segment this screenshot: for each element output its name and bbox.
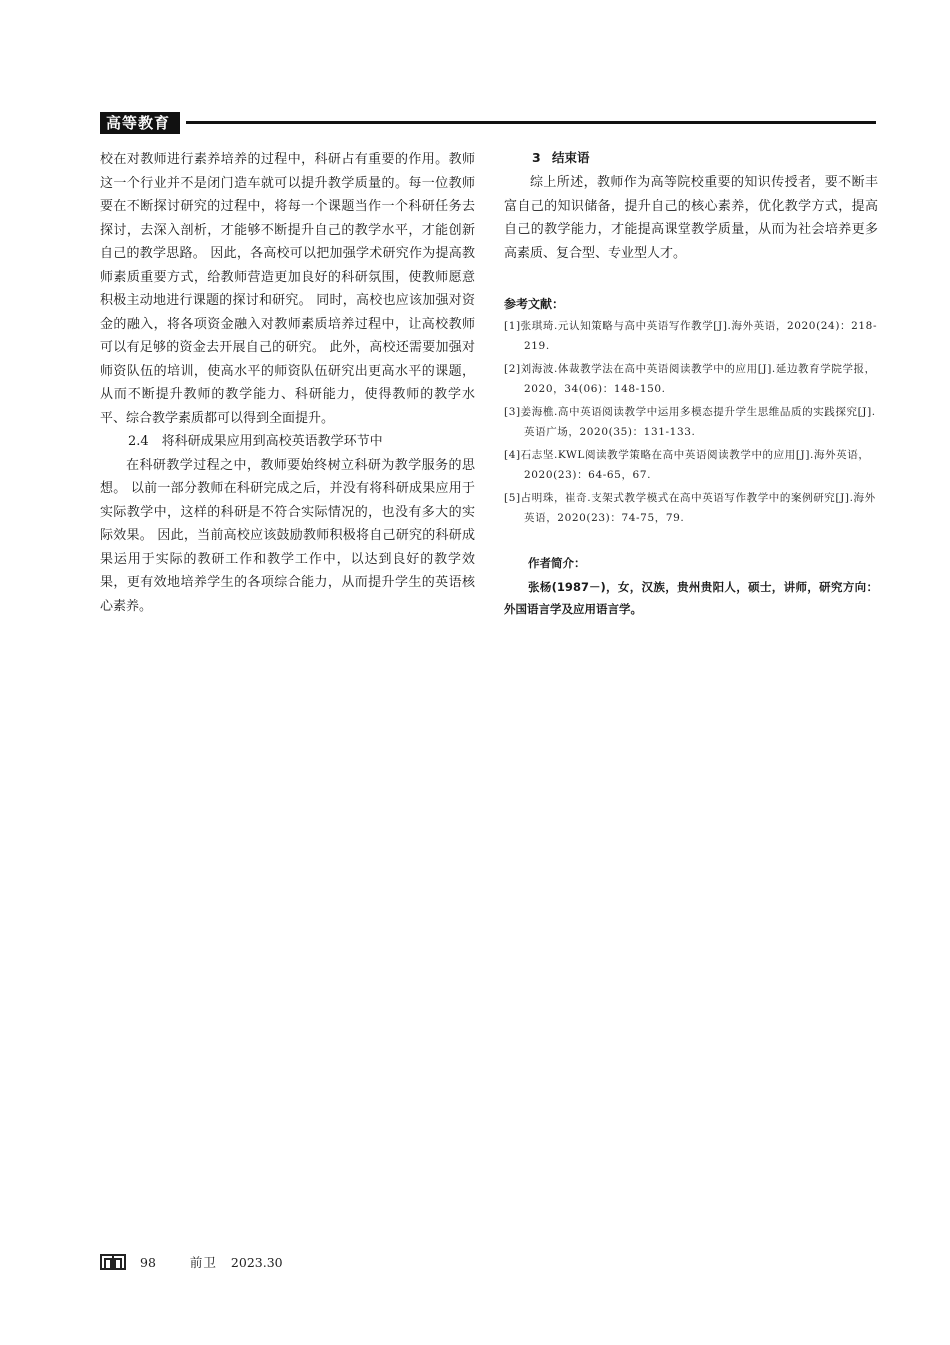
body-paragraph-1: 校在对教师进行素养培养的过程中，科研占有重要的作用。教师这一个行业并不是闭门造车就可以提升教学质量的。每一位教师要在不断探讨研究的过程中，将每一个课题当作一个科研任务去探讨，去深入剖析，才能够不断提升自己的教学水平，才能创新自己的教学思路。 因此，各高校可以把加强学术研究作为提高教师素质重要方式，给教师营造更加良好的科研氛围，使教师愿意积极主动地进行课题的探讨和研究。 同时，高校也应该加强对资金的融入，将各项资金融入对教师素质培养过程中，让高校教师可以有足够的资金去开展自己的研究。 此外，高校还需要加强对师资队伍的培训，使高水平的师资队伍研究出更高水平的课题，从而不断提升教师的教学能力、科研能力，使得教师的教学水平、综合教学素质都可以得到全面提升。 — [100, 152, 475, 426]
section-label: 高等教育 — [100, 112, 180, 134]
page-footer — [100, 1252, 283, 1272]
section-header — [100, 112, 876, 134]
section-title: 结束语 — [552, 150, 590, 165]
section-number: 3 — [532, 150, 541, 165]
author-bio: 张杨(1987－)，女，汉族，贵州贵阳人，硕士，讲师，研究方向：外国语言学及应用语言学。 — [504, 580, 878, 616]
reference-item: [5]占明珠，崔奇.支架式教学模式在高中英语写作教学中的案例研究[J].海外英语，2020(23)：74-75，79. — [504, 492, 876, 524]
author-intro-title: 作者简介： — [528, 556, 586, 570]
reference-item: [1]张琪琦.元认知策略与高中英语写作教学[J].海外英语，2020(24)：218-219. — [504, 320, 878, 352]
reference-item: [4]石志坚.KWL阅读教学策略在高中英语阅读教学中的应用[J].海外英语，2020(23)：64-65，67. — [504, 449, 870, 481]
left-column — [100, 148, 475, 618]
issue-number: 2023.30 — [230, 1254, 283, 1270]
body-paragraph-2: 在科研教学过程之中，教师要始终树立科研为教学服务的思想。 以前一部分教师在科研完成之后，并没有将科研成果应用于实际教学中，这样的科研是不符合实际情况的，也没有多大的实际效果。 因此，当前高校应该鼓励教师积极将自己研究的科研成果运用于实际的教研工作和教学工作中，以达到良好的教学效果，更有效地培养学生的各项综合能力，从而提升学生的英语核心素养。 — [100, 457, 475, 614]
references-title: 参考文献： — [504, 297, 565, 311]
journal-name: 前卫 — [189, 1255, 217, 1270]
page-number: 98 — [140, 1254, 156, 1270]
subsection-heading: 2.4 将科研成果应用到高校英语教学环节中 — [128, 434, 383, 449]
header-rule — [186, 121, 876, 124]
section-heading — [504, 148, 878, 168]
journal-logo-icon — [100, 1254, 126, 1270]
reference-item: [2]刘海波.体裁教学法在高中英语阅读教学中的应用[J].延边教育学院学报，2020，34(06)：148-150. — [504, 363, 876, 395]
conclusion-paragraph: 综上所述，教师作为高等院校重要的知识传授者，要不断丰富自己的知识储备，提升自己的核心素养，优化教学方式，提高自己的教学能力，才能提高课堂教学质量，从而为社会培养更多高素质、复合型、专业型人才。 — [504, 175, 878, 261]
references-list — [504, 317, 878, 528]
reference-item: [3]姜海樵.高中英语阅读教学中运用多模态提升学生思维品质的实践探究[J].英语广场，2020(35)：131-133. — [504, 406, 876, 438]
right-column — [504, 148, 878, 620]
